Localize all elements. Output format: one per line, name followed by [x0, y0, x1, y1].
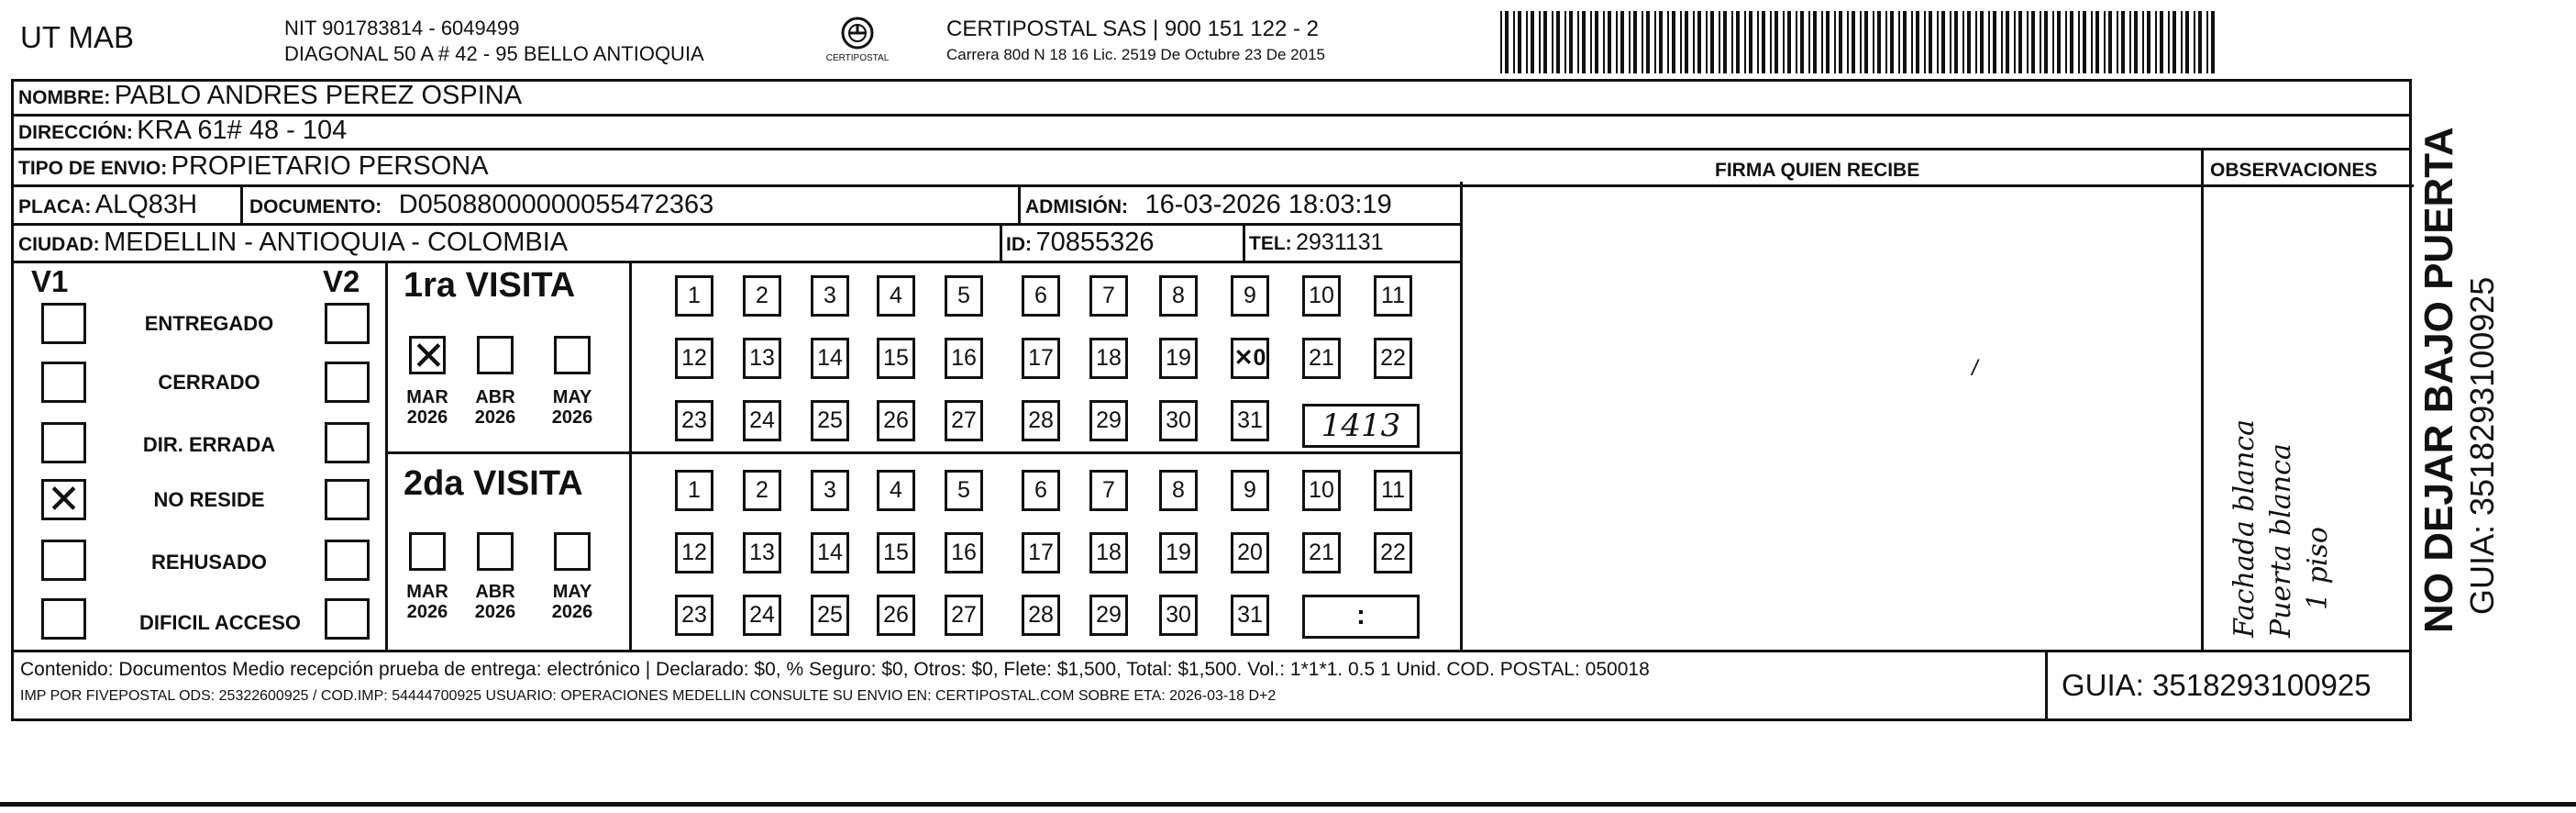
barcode-bar — [1500, 11, 1502, 73]
visit1-day-8[interactable]: 8 — [1159, 275, 1198, 317]
visit2-month-abr-checkbox[interactable] — [477, 532, 514, 571]
visit1-day-13[interactable]: 13 — [743, 338, 781, 379]
visit1-title: 1ra VISITA — [404, 266, 576, 305]
barcode-bar — [1744, 11, 1746, 73]
barcode-bar — [1877, 11, 1881, 73]
barcode-bar — [1736, 11, 1740, 73]
barcode-bar — [2018, 11, 2022, 73]
v2-checkbox-dificil-acceso[interactable] — [325, 598, 370, 640]
id-field — [1006, 228, 1154, 258]
visit2-day-11[interactable]: 11 — [1374, 470, 1412, 511]
v1-checkbox-dificil-acceso[interactable] — [41, 598, 86, 640]
barcode-bar — [1783, 11, 1785, 73]
barcode-bar — [1890, 11, 1894, 73]
barcode-bar — [2121, 11, 2125, 73]
barcode — [1497, 11, 2221, 73]
barcode-bar — [2001, 11, 2003, 73]
barcode-bar — [1595, 11, 1598, 73]
visit2-month-mar: MAR 2026 — [406, 582, 448, 622]
visit1-day-22[interactable]: 22 — [1374, 338, 1412, 379]
barcode-bar — [1693, 11, 1695, 73]
barcode-bar — [2095, 11, 2099, 73]
barcode-bar — [2172, 11, 2176, 73]
visit2-title: 2da VISITA — [404, 464, 583, 503]
barcode-bar — [1564, 11, 1566, 73]
barcode-bar — [1706, 11, 1708, 73]
visit1-day-31[interactable]: 31 — [1231, 400, 1269, 441]
barcode-bar — [2044, 11, 2048, 73]
observaciones-notes — [2208, 188, 2410, 647]
side-banner — [2416, 101, 2526, 633]
signature-area[interactable] — [1464, 187, 2199, 648]
visit1-day-17[interactable]: 17 — [1022, 338, 1060, 379]
visit1-day-12[interactable]: 12 — [675, 338, 713, 379]
barcode-bar — [1518, 11, 1521, 73]
barcode-bar — [1808, 11, 1810, 73]
carrier-license: Carrera 80d N 18 16 Lic. 2519 De Octubre 23 De 2015 — [946, 46, 1325, 63]
status-dificil-acceso: DIFICIL ACCESO — [138, 611, 301, 634]
visit2-day-27[interactable]: 27 — [945, 595, 983, 636]
barcode-bar — [1903, 11, 1907, 73]
barcode-bar — [1719, 11, 1720, 73]
side-warning: NO DEJAR BAJO PUERTA — [2416, 127, 2461, 633]
barcode-bar — [1629, 11, 1631, 73]
visit1-time-box[interactable]: 1413 — [1302, 404, 1420, 448]
barcode-bar — [1505, 11, 1509, 73]
stray-mark: / — [1972, 356, 1978, 381]
barcode-bar — [1697, 11, 1701, 73]
nombre-value: PABLO ANDRES PEREZ OSPINA — [114, 81, 523, 110]
barcode-bar — [2147, 11, 2150, 73]
visit2-day-21[interactable]: 21 — [1302, 532, 1341, 574]
barcode-bar — [1864, 11, 1868, 73]
barcode-bar — [1800, 11, 1804, 73]
observaciones-header: OBSERVACIONES — [2210, 160, 2378, 181]
visit1-day-16[interactable]: 16 — [945, 338, 983, 379]
footer-guia: GUIA: 3518293100925 — [2062, 668, 2371, 702]
visit2-month-may-checkbox[interactable] — [554, 532, 591, 571]
firma-header: FIRMA QUIEN RECIBE — [1715, 160, 1920, 181]
placa-value: ALQ83H — [94, 190, 198, 219]
visit2-day-15[interactable]: 15 — [877, 532, 915, 574]
tel-value: 2931131 — [1296, 229, 1384, 255]
nombre-label: NOMBRE: — [18, 87, 111, 108]
ciudad-value: MEDELLIN - ANTIOQUIA - COLOMBIA — [104, 228, 569, 257]
svg-text:CERTIPOSTAL: CERTIPOSTAL — [825, 53, 890, 63]
visit2-day-3[interactable]: 3 — [811, 470, 849, 511]
barcode-bar — [2014, 11, 2016, 73]
barcode-bar — [1787, 11, 1791, 73]
barcode-bar — [1796, 11, 1797, 73]
visit2-day-13[interactable]: 13 — [743, 532, 781, 574]
barcode-bar — [1813, 11, 1817, 73]
visit2-day-14[interactable]: 14 — [811, 532, 849, 574]
visit2-day-29[interactable]: 29 — [1089, 595, 1128, 636]
v1-checkbox-no-reside[interactable]: ✕ — [41, 479, 86, 520]
v2-checkbox-rehusado[interactable] — [325, 540, 370, 581]
visit1-month-mar: MAR 2026 — [406, 387, 448, 428]
barcode-bar — [2108, 11, 2112, 73]
barcode-bar — [1654, 11, 1656, 73]
visit1-day-26[interactable]: 26 — [877, 400, 915, 441]
barcode-bar — [1762, 11, 1765, 73]
barcode-bar — [1993, 11, 1996, 73]
visit2-day-2[interactable]: 2 — [743, 470, 781, 511]
barcode-bar — [2006, 11, 2009, 73]
barcode-bar — [1852, 11, 1855, 73]
v2-checkbox-cerrado[interactable] — [325, 362, 370, 403]
direccion-value: KRA 61# 48 - 104 — [137, 116, 348, 145]
barcode-bar — [2040, 11, 2041, 73]
visit2-day-5[interactable]: 5 — [945, 470, 983, 511]
page-edge-line — [0, 802, 2576, 807]
barcode-bar — [2211, 11, 2215, 73]
placa-field — [18, 190, 197, 220]
v2-checkbox-no-reside[interactable] — [325, 479, 370, 520]
visit2-time-box[interactable]: : — [1302, 595, 1420, 639]
barcode-bar — [1929, 11, 1932, 73]
visit2-month-mar-checkbox[interactable] — [409, 532, 446, 571]
visit1-day-21[interactable]: 21 — [1302, 338, 1341, 379]
tipo-envio-row — [18, 151, 489, 182]
visit2-day-8[interactable]: 8 — [1159, 470, 1198, 511]
visit1-month-may-checkbox[interactable] — [554, 336, 591, 374]
id-value: 70855326 — [1035, 228, 1155, 257]
barcode-bar — [1680, 11, 1682, 73]
visit1-day-30[interactable]: 30 — [1159, 400, 1198, 441]
visit2-month-may: MAY 2026 — [551, 582, 593, 622]
barcode-bar — [1667, 11, 1669, 73]
barcode-bar — [1731, 11, 1733, 73]
status-cerrado: CERRADO — [158, 371, 260, 394]
barcode-bar — [1590, 11, 1592, 73]
barcode-bar — [1916, 11, 1919, 73]
visit1-day-14[interactable]: 14 — [811, 338, 849, 379]
barcode-bar — [2134, 11, 2138, 73]
barcode-bar — [1582, 11, 1586, 73]
barcode-bar — [1543, 11, 1547, 73]
visit1-day-29[interactable]: 29 — [1089, 400, 1128, 441]
barcode-bar — [1937, 11, 1939, 73]
visit1-day-7[interactable]: 7 — [1089, 275, 1128, 317]
direccion-row — [18, 116, 347, 146]
barcode-bar — [2129, 11, 2131, 73]
barcode-bar — [1672, 11, 1675, 73]
visit1-day-18[interactable]: 18 — [1089, 338, 1128, 379]
barcode-bar — [1774, 11, 1778, 73]
barcode-bar — [1646, 11, 1650, 73]
visit2-day-4[interactable]: 4 — [877, 470, 915, 511]
barcode-bar — [2181, 11, 2183, 73]
barcode-bar — [1608, 11, 1611, 73]
status-entregado: ENTREGADO — [144, 312, 274, 335]
barcode-bar — [2031, 11, 2035, 73]
barcode-bar — [1526, 11, 1528, 73]
v1-checkbox-rehusado[interactable] — [41, 540, 86, 581]
v2-label: V2 — [323, 264, 360, 298]
barcode-bar — [2142, 11, 2144, 73]
visit1-day-15[interactable]: 15 — [877, 338, 915, 379]
carrier-name: CERTIPOSTAL SAS | 900 151 122 - 2 — [946, 17, 1319, 41]
barcode-bar — [1552, 11, 1553, 73]
footer-print-info: IMP POR FIVEPOSTAL ODS: 25322600925 / COD.IMP: 54444700925 USUARIO: OPERACIONES MEDELLIN CONSULTE SU ENVIO EN: CERTIPOSTAL.COM SOBRE ETA: 2026-03-18 D+2 — [20, 688, 1277, 704]
visit2-day-7[interactable]: 7 — [1089, 470, 1128, 511]
visit1-day-23[interactable]: 23 — [675, 400, 713, 441]
barcode-bar — [2194, 11, 2195, 73]
barcode-bar — [1620, 11, 1624, 73]
ciudad-label: CIUDAD: — [18, 234, 100, 255]
visit1-month-may: MAY 2026 — [551, 387, 593, 428]
visit2-day-31[interactable]: 31 — [1231, 595, 1269, 636]
barcode-bar — [1757, 11, 1759, 73]
v2-checkbox-dir-errada[interactable] — [325, 422, 370, 463]
visit2-day-18[interactable]: 18 — [1089, 532, 1128, 574]
barcode-bar — [1860, 11, 1862, 73]
tipo-envio-value: PROPIETARIO PERSONA — [171, 151, 489, 181]
admision-field — [1025, 190, 1392, 220]
barcode-bar — [1967, 11, 1971, 73]
barcode-bar — [1577, 11, 1579, 73]
barcode-bar — [1962, 11, 1964, 73]
barcode-bar — [2206, 11, 2208, 73]
barcode-bar — [2160, 11, 2163, 73]
tipo-envio-label: TIPO DE ENVIO: — [18, 158, 168, 179]
barcode-bar — [1821, 11, 1823, 73]
visit1-day-25[interactable]: 25 — [811, 400, 849, 441]
documento-field — [249, 190, 713, 220]
barcode-bar — [2168, 11, 2170, 73]
visit1-day-1[interactable]: 1 — [675, 275, 713, 317]
status-no-reside: NO RESIDE — [153, 488, 265, 511]
barcode-bar — [2078, 11, 2080, 73]
barcode-bar — [1685, 11, 1688, 73]
barcode-bar — [1980, 11, 1984, 73]
tel-label: TEL: — [1249, 233, 1292, 254]
barcode-bar — [1975, 11, 1977, 73]
visit1-month-abr-checkbox[interactable] — [477, 336, 514, 374]
visit2-day-22[interactable]: 22 — [1374, 532, 1412, 574]
admision-value: 16-03-2026 18:03:19 — [1144, 190, 1392, 219]
barcode-bar — [2070, 11, 2073, 73]
status-dir-errada: DIR. ERRADA — [142, 433, 276, 456]
barcode-bar — [1556, 11, 1560, 73]
barcode-bar — [1659, 11, 1663, 73]
barcode-bar — [2155, 11, 2157, 73]
barcode-bar — [1924, 11, 1926, 73]
visit1-day-11[interactable]: 11 — [1374, 275, 1412, 317]
visit2-day-24[interactable]: 24 — [743, 595, 781, 636]
barcode-bar — [1603, 11, 1605, 73]
id-label: ID: — [1006, 234, 1032, 255]
visit1-day-4[interactable]: 4 — [877, 275, 915, 317]
nit: NIT 901783814 - 6049499 — [284, 17, 520, 39]
admision-label: ADMISIÓN: — [1025, 196, 1128, 217]
barcode-bar — [1954, 11, 1958, 73]
placa-label: PLACA: — [18, 196, 92, 217]
visit2-day-12[interactable]: 12 — [675, 532, 713, 574]
visit2-day-26[interactable]: 26 — [877, 595, 915, 636]
barcode-bar — [2083, 11, 2086, 73]
tel-field — [1249, 229, 1384, 256]
visit1-day-10[interactable]: 10 — [1302, 275, 1341, 317]
barcode-bar — [1749, 11, 1752, 73]
barcode-bar — [2117, 11, 2118, 73]
visit1-day-19[interactable]: 19 — [1159, 338, 1198, 379]
visit1-day-20[interactable]: ✕0 — [1231, 338, 1269, 379]
visit2-day-19[interactable]: 19 — [1159, 532, 1198, 574]
note-line-3: 1 piso — [2302, 527, 2334, 610]
barcode-bar — [2057, 11, 2061, 73]
barcode-bar — [1885, 11, 1887, 73]
visit2-day-23[interactable]: 23 — [675, 595, 713, 636]
barcode-bar — [1531, 11, 1534, 73]
barcode-bar — [1834, 11, 1836, 73]
documento-value: D05088000000055472363 — [398, 190, 714, 219]
side-guia: GUIA: 3518293100925 — [2463, 276, 2501, 615]
barcode-bar — [2091, 11, 2093, 73]
barcode-bar — [1988, 11, 1990, 73]
barcode-bar — [1950, 11, 1951, 73]
visit1-day-5[interactable]: 5 — [945, 275, 983, 317]
v1-checkbox-cerrado[interactable] — [41, 362, 86, 403]
documento-label: DOCUMENTO: — [249, 196, 382, 217]
visit2-day-28[interactable]: 28 — [1022, 595, 1060, 636]
barcode-bar — [1616, 11, 1618, 73]
barcode-bar — [1642, 11, 1643, 73]
v1-checkbox-dir-errada[interactable] — [41, 422, 86, 463]
visit1-day-6[interactable]: 6 — [1022, 275, 1060, 317]
barcode-bar — [1633, 11, 1637, 73]
visit1-day-27[interactable]: 27 — [945, 400, 983, 441]
company-address: DIAGONAL 50 A # 42 - 95 BELLO ANTIOQUIA — [284, 42, 704, 65]
note-line-2: Puerta blanca — [2265, 443, 2297, 638]
v2-checkbox-entregado[interactable] — [325, 303, 370, 344]
barcode-bar — [1898, 11, 1900, 73]
visit2-day-17[interactable]: 17 — [1022, 532, 1060, 574]
barcode-bar — [2185, 11, 2189, 73]
visit1-day-3[interactable]: 3 — [811, 275, 849, 317]
barcode-bar — [1839, 11, 1842, 73]
note-line-1: Fachada blanca — [2228, 419, 2261, 638]
v1-label: V1 — [31, 264, 69, 298]
barcode-bar — [1710, 11, 1714, 73]
visit1-day-24[interactable]: 24 — [743, 400, 781, 441]
visit2-day-10[interactable]: 10 — [1302, 470, 1341, 511]
visit2-day-20[interactable]: 20 — [1231, 532, 1269, 574]
barcode-bar — [1539, 11, 1541, 73]
barcode-bar — [1569, 11, 1573, 73]
visit2-day-9[interactable]: 9 — [1231, 470, 1269, 511]
visit1-day-9[interactable]: 9 — [1231, 275, 1269, 317]
visit2-month-abr: ABR 2026 — [474, 582, 516, 622]
barcode-bar — [2104, 11, 2106, 73]
barcode-bar — [1873, 11, 1874, 73]
visit2-day-25[interactable]: 25 — [811, 595, 849, 636]
certipostal-logo — [807, 13, 908, 68]
visit2-day-30[interactable]: 30 — [1159, 595, 1198, 636]
barcode-bar — [1941, 11, 1945, 73]
visit2-day-1[interactable]: 1 — [675, 470, 713, 511]
footer-content: Contenido: Documentos Medio recepción prueba de entrega: electrónico | Declarado: $0, % Seguro: $0, Otros: $0, Flete: $1,500, Total: $1,500. Vol.: 1*1*1. 0.5 1 Unid. COD. POSTAL: 050018 — [20, 659, 1650, 680]
barcode-bar — [2027, 11, 2029, 73]
barcode-bar — [2065, 11, 2067, 73]
direccion-label: DIRECCIÓN: — [18, 122, 133, 143]
barcode-bar — [1513, 11, 1515, 73]
barcode-bar — [1826, 11, 1830, 73]
barcode-bar — [1770, 11, 1772, 73]
visit2-day-16[interactable]: 16 — [945, 532, 983, 574]
visit2-day-6[interactable]: 6 — [1022, 470, 1060, 511]
barcode-bar — [2052, 11, 2054, 73]
visit1-month-mar-checkbox[interactable]: ✕ — [409, 336, 446, 374]
nombre-row — [18, 81, 522, 111]
barcode-bar — [1911, 11, 1913, 73]
v1-checkbox-entregado[interactable] — [41, 303, 86, 344]
visit1-month-abr: ABR 2026 — [474, 387, 516, 428]
visit1-day-2[interactable]: 2 — [743, 275, 781, 317]
company-name: UT MAB — [20, 20, 135, 54]
status-rehusado: REHUSADO — [151, 551, 267, 574]
barcode-bar — [1723, 11, 1727, 73]
visit1-day-28[interactable]: 28 — [1022, 400, 1060, 441]
barcode-bar — [2198, 11, 2202, 73]
barcode-bar — [1847, 11, 1849, 73]
ciudad-field — [18, 228, 568, 258]
